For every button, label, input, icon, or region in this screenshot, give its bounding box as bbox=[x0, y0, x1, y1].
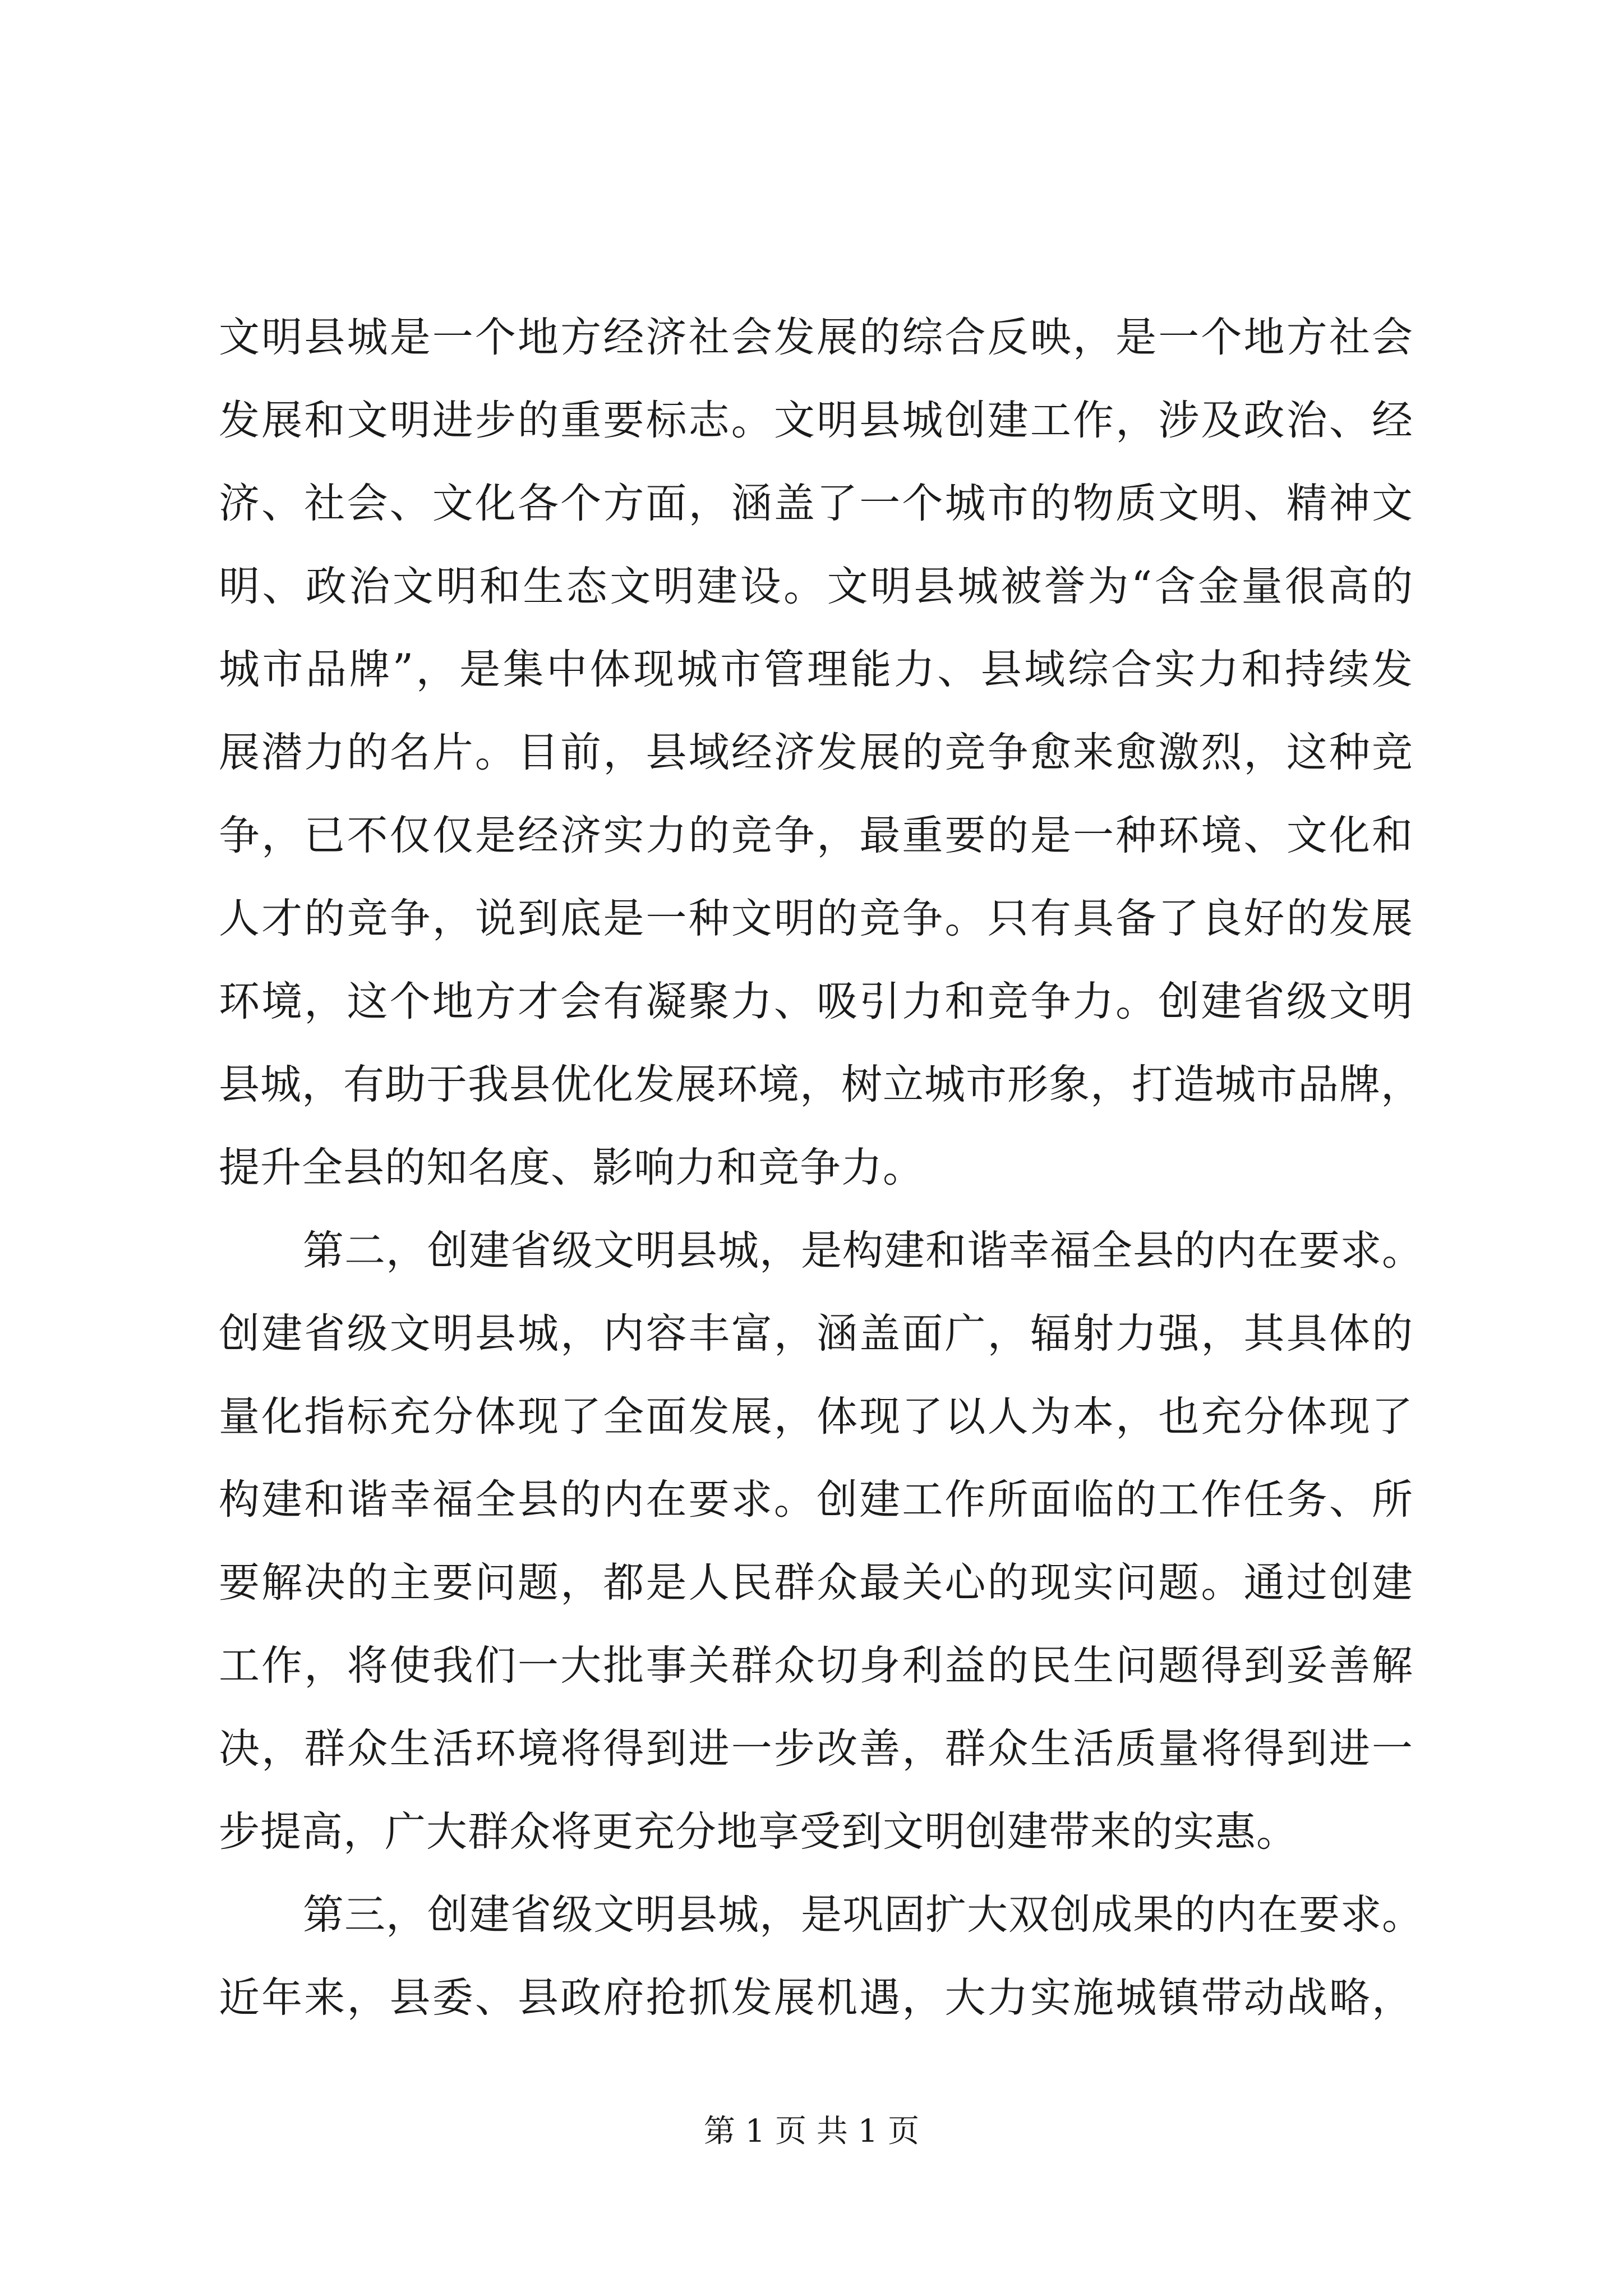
text-line: 展潜力的名片。目前，县域经济发展的竞争愈来愈激烈，这种竞 bbox=[219, 729, 1413, 776]
text-line: 明、政治文明和生态文明建设。文明县城被誉为“含金量很高的 bbox=[219, 563, 1413, 610]
text-line: 济、社会、文化各个方面，涵盖了一个城市的物质文明、精神文 bbox=[219, 480, 1413, 527]
page-number-text: 第 1 页 共 1 页 bbox=[703, 2113, 920, 2150]
text-line: 环境，这个地方才会有凝聚力、吸引力和竞争力。创建省级文明 bbox=[219, 978, 1413, 1025]
text-line: 要解决的主要问题，都是人民群众最关心的现实问题。通过创建 bbox=[219, 1559, 1413, 1607]
text-line: 发展和文明进步的重要标志。文明县城创建工作，涉及政治、经 bbox=[219, 397, 1413, 444]
text-line: 工作，将使我们一大批事关群众切身利益的民生问题得到妥善解 bbox=[219, 1642, 1413, 1690]
text-line: 人才的竞争，说到底是一种文明的竞争。只有具备了良好的发展 bbox=[219, 895, 1413, 942]
text-line: 提升全县的知名度、影响力和竞争力。 bbox=[219, 1144, 924, 1191]
text-line: 决，群众生活环境将得到进一步改善，群众生活质量将得到进一 bbox=[219, 1725, 1413, 1773]
text-line: 构建和谐幸福全县的内在要求。创建工作所面临的工作任务、所 bbox=[219, 1476, 1413, 1524]
text-line: 文明县城是一个地方经济社会发展的综合反映，是一个地方社会 bbox=[219, 314, 1413, 361]
text-line: 争，已不仅仅是经济实力的竞争，最重要的是一种环境、文化和 bbox=[219, 812, 1413, 859]
paragraph-heading-line: 第二，创建省级文明县城，是构建和谐幸福全县的内在要求。 bbox=[303, 1227, 1423, 1274]
text-line: 量化指标充分体现了全面发展，体现了以人为本，也充分体现了 bbox=[219, 1393, 1413, 1441]
document-body bbox=[219, 296, 1423, 2040]
text-line: 城市品牌”，是集中体现城市管理能力、县域综合实力和持续发 bbox=[219, 646, 1413, 693]
text-line: 县城，有助于我县优化发展环境，树立城市形象，打造城市品牌， bbox=[219, 1061, 1422, 1108]
text-line: 步提高，广大群众将更充分地享受到文明创建带来的实惠。 bbox=[219, 1808, 1298, 1856]
page-footer bbox=[0, 2112, 1623, 2151]
paragraph-heading-line: 第三，创建省级文明县城，是巩固扩大双创成果的内在要求。 bbox=[303, 1891, 1423, 1939]
text-line: 近年来，县委、县政府抢抓发展机遇，大力实施城镇带动战略， bbox=[219, 1974, 1413, 2022]
text-line: 创建省级文明县城，内容丰富，涵盖面广，辐射力强，其具体的 bbox=[219, 1310, 1413, 1358]
